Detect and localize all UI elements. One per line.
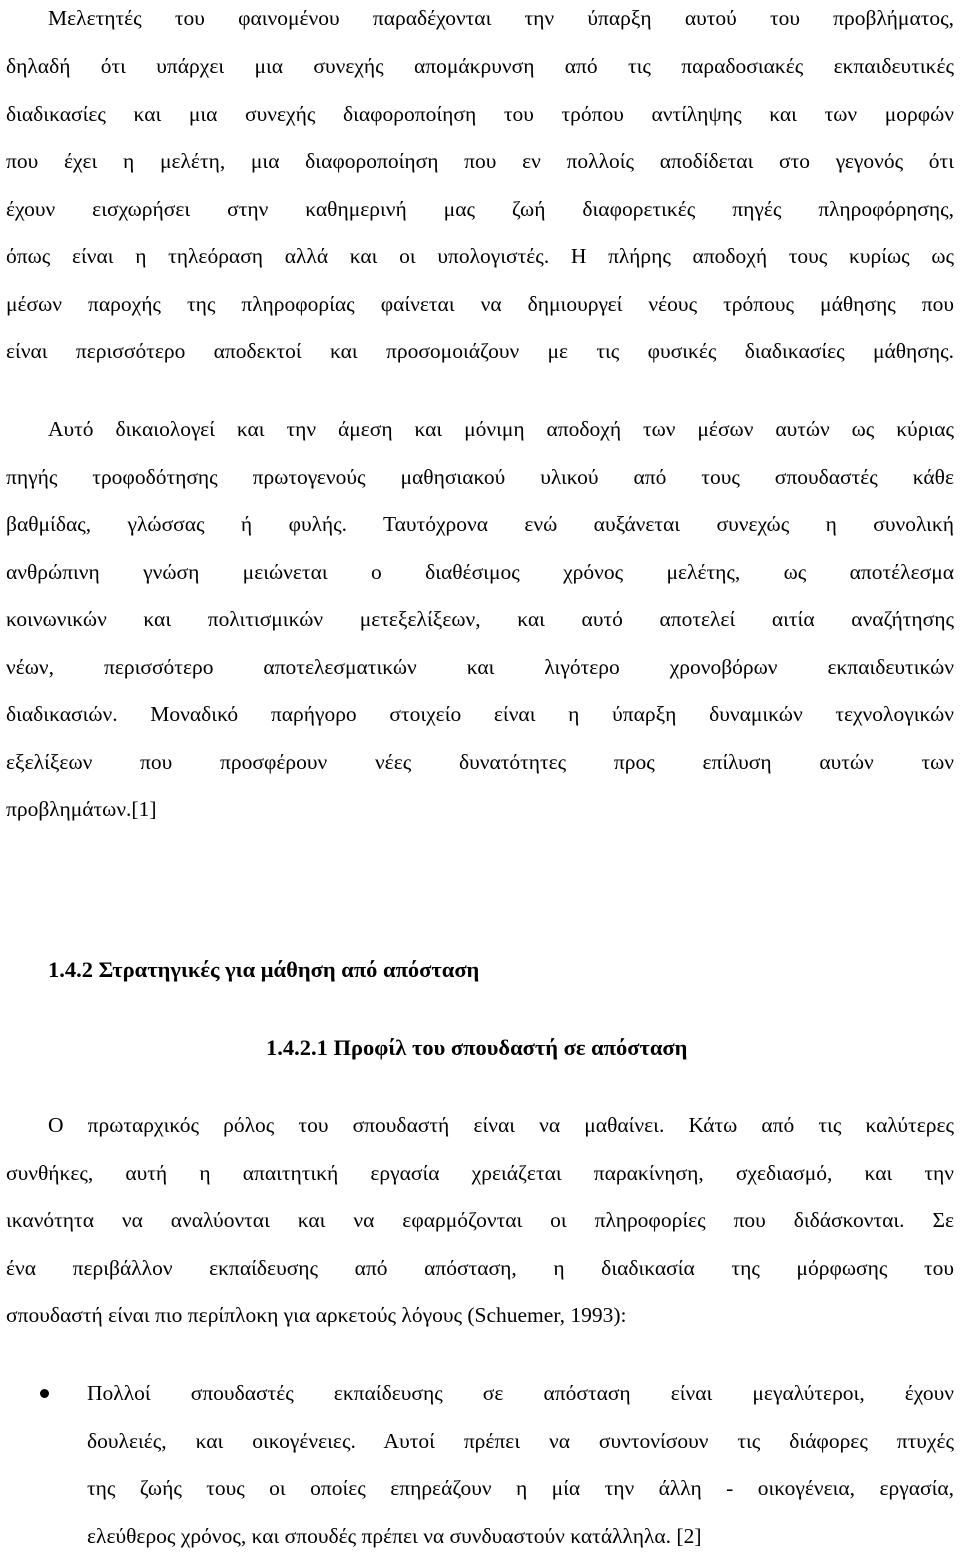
- paragraph-line: συνθήκες, αυτή η απαιτητική εργασία χρειάζεται παρακίνηση, σχεδιασμό, και την: [6, 1161, 954, 1185]
- paragraph-line: που έχει η μελέτη, μια διαφοροποίηση που εν πολλοίς αποδίδεται στο γεγονός ότι: [6, 149, 954, 173]
- paragraph-line: εξελίξεων που προσφέρουν νέες δυνατότητες προς επίλυση αυτών των: [6, 750, 954, 774]
- paragraph-line: Αυτό δικαιολογεί και την άμεση και μόνιμη αποδοχή των μέσων αυτών ως κύριας: [48, 417, 954, 441]
- bullet-line: ελεύθερος χρόνος, και σπουδές πρέπει να συνδυαστούν κατάλληλα. [2]: [87, 1524, 702, 1548]
- subsection-heading: 1.4.2.1 Προφίλ του σπουδαστή σε απόσταση: [266, 1035, 688, 1060]
- paragraph-line: είναι περισσότερο αποδεκτοί και προσομοιάζουν με τις φυσικές διαδικασίες μάθησης.: [6, 339, 954, 363]
- bullet-icon: [40, 1389, 49, 1398]
- paragraph-line: κοινωνικών και πολιτισμικών μετεξελίξεων, και αυτό αποτελεί αιτία αναζήτησης: [6, 607, 954, 631]
- paragraph-line: πηγής τροφοδότησης πρωτογενούς μαθησιακού υλικού από τους σπουδαστές κάθε: [6, 465, 954, 489]
- bullet-line: δουλειές, και οικογένειες. Αυτοί πρέπει να συντονίσουν τις διάφορες πτυχές: [87, 1429, 954, 1453]
- paragraph-line: βαθμίδας, γλώσσας ή φυλής. Ταυτόχρονα ενώ αυξάνεται συνεχώς η συνολική: [6, 512, 954, 536]
- paragraph-line: διαδικασίες και μια συνεχής διαφοροποίηση του τρόπου αντίληψης και των μορφών: [6, 102, 954, 126]
- paragraph-line: Μελετητές του φαινομένου παραδέχονται την ύπαρξη αυτού του προβλήματος,: [48, 6, 954, 30]
- paragraph-line: όπως είναι η τηλεόραση αλλά και οι υπολογιστές. Η πλήρης αποδοχή τους κυρίως ως: [6, 244, 954, 268]
- paragraph-line: ένα περιβάλλον εκπαίδευσης από απόσταση, η διαδικασία της μόρφωσης του: [6, 1256, 954, 1280]
- paragraph-line: νέων, περισσότερο αποτελεσματικών και λιγότερο χρονοβόρων εκπαιδευτικών: [6, 655, 954, 679]
- paragraph-line: Ο πρωταρχικός ρόλος του σπουδαστή είναι να μαθαίνει. Κάτω από τις καλύτερες: [48, 1113, 954, 1137]
- paragraph-line: έχουν εισχωρήσει στην καθημερινή μας ζωή διαφορετικές πηγές πληροφόρησης,: [6, 197, 954, 221]
- section-heading: 1.4.2 Στρατηγικές για μάθηση από απόσταση: [48, 957, 480, 982]
- paragraph-line: ικανότητα να αναλύονται και να εφαρμόζονται οι πληροφορίες που διδάσκονται. Σε: [6, 1208, 954, 1232]
- bullet-line: της ζωής τους οι οποίες επηρεάζουν η μία την άλλη - οικογένεια, εργασία,: [87, 1476, 954, 1500]
- paragraph-line: δηλαδή ότι υπάρχει μια συνεχής απομάκρυνση από τις παραδοσιακές εκπαιδευτικές: [6, 54, 954, 78]
- paragraph-line: διαδικασιών. Μοναδικό παρήγορο στοιχείο είναι η ύπαρξη δυναμικών τεχνολογικών: [6, 702, 954, 726]
- bullet-line: Πολλοί σπουδαστές εκπαίδευσης σε απόσταση είναι μεγαλύτεροι, έχουν: [87, 1381, 954, 1405]
- paragraph-line: προβλημάτων.[1]: [6, 797, 157, 821]
- paragraph-line: σπουδαστή είναι πιο περίπλοκη για αρκετούς λόγους (Schuemer, 1993):: [6, 1303, 627, 1327]
- paragraph-line: ανθρώπινη γνώση μειώνεται ο διαθέσιμος χρόνος μελέτης, ως αποτέλεσμα: [6, 560, 954, 584]
- paragraph-line: μέσων παροχής της πληροφορίας φαίνεται να δημιουργεί νέους τρόπους μάθησης που: [6, 292, 954, 316]
